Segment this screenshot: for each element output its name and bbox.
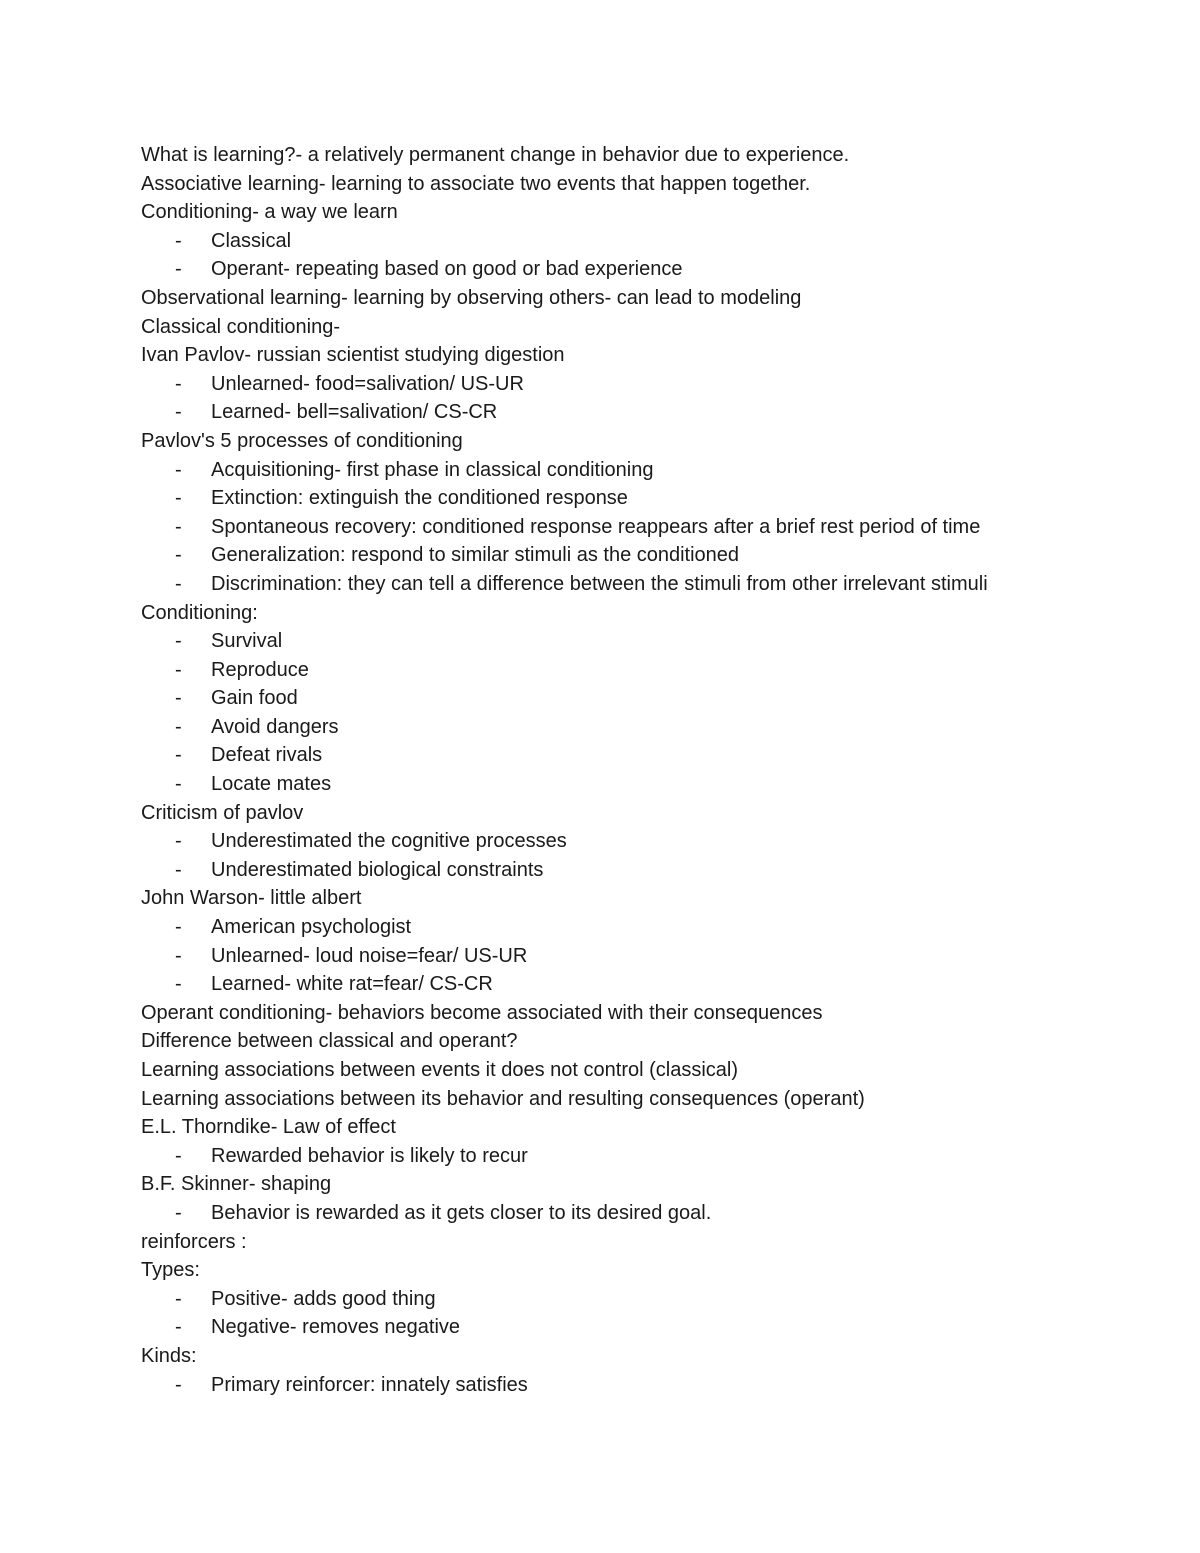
line-text: Discrimination: they can tell a difference between the stimuli from other irrelevant stimuli — [211, 572, 988, 595]
line-text: Difference between classical and operant? — [141, 1030, 518, 1053]
line-text: Survival — [211, 630, 283, 653]
line-text: Criticism of pavlov — [141, 801, 304, 824]
line-text: Underestimated biological constraints — [211, 858, 544, 881]
bullet-marker: - — [175, 1373, 182, 1396]
text-line — [141, 999, 1141, 1028]
line-text: What is learning?- a relatively permanent change in behavior due to experience. — [141, 144, 850, 166]
text-line — [141, 341, 1141, 370]
list-item — [141, 913, 1141, 942]
text-line — [141, 1170, 1141, 1199]
text-line — [141, 799, 1141, 828]
line-text: Classical — [211, 229, 292, 252]
list-item — [141, 1285, 1141, 1314]
text-line — [141, 1342, 1141, 1371]
line-text: Reproduce — [211, 658, 309, 681]
bullet-marker: - — [175, 401, 182, 424]
bullet-marker: - — [175, 858, 182, 881]
line-text: Locate mates — [211, 773, 332, 796]
bullet-marker: - — [175, 515, 182, 538]
line-text: Gain food — [211, 687, 298, 710]
bullet-marker: - — [175, 258, 182, 281]
list-item — [141, 942, 1141, 971]
line-text: Extinction: extinguish the conditioned response — [211, 487, 628, 510]
bullet-marker: - — [175, 744, 182, 767]
line-text: Defeat rivals — [211, 744, 323, 767]
line-text: Learning associations between events it does not control (classical) — [141, 1059, 738, 1081]
line-text: Unlearned- loud noise=fear/ US-UR — [211, 944, 528, 967]
text-line — [141, 1027, 1141, 1056]
line-text: American psychologist — [211, 916, 412, 939]
bullet-marker: - — [175, 372, 182, 395]
line-text: Operant- repeating based on good or bad experience — [211, 258, 683, 281]
list-item — [141, 541, 1141, 570]
list-item — [141, 684, 1141, 713]
bullet-marker: - — [175, 572, 182, 595]
line-text: Conditioning- a way we learn — [141, 201, 398, 224]
bullet-marker: - — [175, 1287, 182, 1310]
line-text: Types: — [141, 1259, 200, 1282]
list-item — [141, 856, 1141, 885]
line-text: Conditioning: — [141, 601, 258, 624]
line-text: Unlearned- food=salivation/ US-UR — [211, 372, 524, 395]
line-text: Learning associations between its behavior and resulting consequences (operant) — [141, 1087, 865, 1110]
text-line — [141, 170, 1141, 199]
list-item — [141, 713, 1141, 742]
text-line — [141, 1256, 1141, 1285]
list-item — [141, 1142, 1141, 1171]
line-text: Rewarded behavior is likely to recur — [211, 1144, 528, 1167]
list-item — [141, 627, 1141, 656]
bullet-marker: - — [175, 830, 182, 853]
list-item — [141, 1371, 1141, 1400]
line-text: reinforcers : — [141, 1230, 247, 1253]
list-item — [141, 398, 1141, 427]
document-body — [141, 141, 1141, 1399]
bullet-marker: - — [175, 544, 182, 567]
line-text: Behavior is rewarded as it gets closer to its desired goal. — [211, 1201, 712, 1224]
line-text: Positive- adds good thing — [211, 1287, 436, 1310]
line-text: Observational learning- learning by observing others- can lead to modeling — [141, 286, 802, 309]
bullet-marker: - — [175, 658, 182, 681]
list-item — [141, 227, 1141, 256]
text-line — [141, 198, 1141, 227]
line-text: Underestimated the cognitive processes — [211, 830, 567, 853]
bullet-marker: - — [175, 487, 182, 510]
text-line — [141, 141, 1141, 170]
line-text: Operant conditioning- behaviors become associated with their consequences — [141, 1001, 823, 1024]
list-item — [141, 970, 1141, 999]
text-line — [141, 1056, 1141, 1085]
line-text: Pavlov's 5 processes of conditioning — [141, 429, 463, 452]
bullet-marker: - — [175, 973, 182, 996]
line-text: Ivan Pavlov- russian scientist studying digestion — [141, 344, 565, 367]
bullet-marker: - — [175, 229, 182, 252]
bullet-marker: - — [175, 458, 182, 481]
bullet-marker: - — [175, 1316, 182, 1339]
list-item — [141, 570, 1141, 599]
list-item — [141, 255, 1141, 284]
bullet-marker: - — [175, 1144, 182, 1167]
line-text: Classical conditioning- — [141, 315, 340, 338]
text-line — [141, 1113, 1141, 1142]
text-line — [141, 1228, 1141, 1257]
list-item — [141, 770, 1141, 799]
line-text: Spontaneous recovery: conditioned response reappears after a brief rest period of time — [211, 515, 981, 538]
text-line — [141, 884, 1141, 913]
list-item — [141, 513, 1141, 542]
list-item — [141, 656, 1141, 685]
list-item — [141, 484, 1141, 513]
bullet-marker: - — [175, 1201, 182, 1224]
list-item — [141, 827, 1141, 856]
line-text: E.L. Thorndike- Law of effect — [141, 1116, 396, 1139]
list-item — [141, 456, 1141, 485]
bullet-marker: - — [175, 773, 182, 796]
line-text: B.F. Skinner- shaping — [141, 1173, 332, 1196]
bullet-marker: - — [175, 687, 182, 710]
bullet-marker: - — [175, 715, 182, 738]
line-text: Kinds: — [141, 1344, 197, 1367]
line-text: Learned- white rat=fear/ CS-CR — [211, 973, 493, 996]
line-text: Generalization: respond to similar stimuli as the conditioned — [211, 544, 740, 567]
bullet-marker: - — [175, 944, 182, 967]
text-line — [141, 599, 1141, 628]
text-line — [141, 313, 1141, 342]
text-line — [141, 427, 1141, 456]
list-item — [141, 1199, 1141, 1228]
bullet-marker: - — [175, 630, 182, 653]
line-text: Associative learning- learning to associate two events that happen together. — [141, 172, 811, 195]
line-text: John Warson- little albert — [141, 887, 362, 910]
list-item — [141, 1313, 1141, 1342]
text-line — [141, 284, 1141, 313]
line-text: Avoid dangers — [211, 715, 339, 738]
text-line — [141, 1085, 1141, 1114]
line-text: Negative- removes negative — [211, 1316, 461, 1339]
line-text: Primary reinforcer: innately satisfies — [211, 1373, 528, 1396]
list-item — [141, 370, 1141, 399]
bullet-marker: - — [175, 916, 182, 939]
line-text: Learned- bell=salivation/ CS-CR — [211, 401, 498, 424]
list-item — [141, 741, 1141, 770]
line-text: Acquisitioning- first phase in classical conditioning — [211, 458, 654, 481]
